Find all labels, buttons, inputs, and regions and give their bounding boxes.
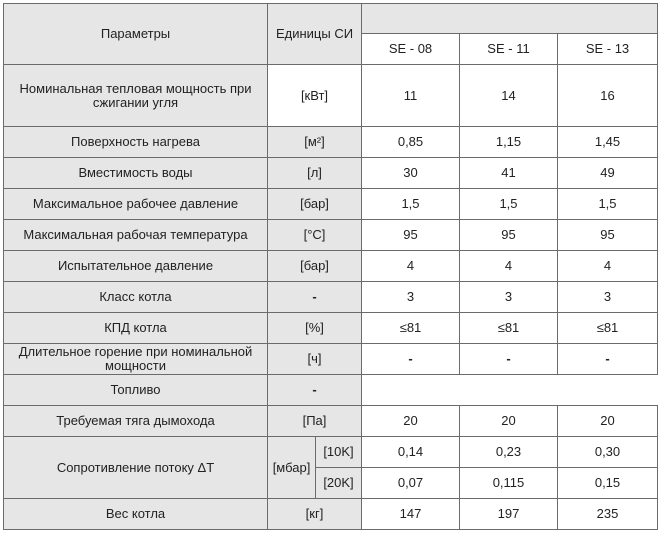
- param-unit: [кВт]: [268, 65, 362, 127]
- param-name: Номинальная тепловая мощность при сжигании угля: [4, 65, 268, 127]
- value-se13: 16: [558, 65, 658, 127]
- value-se11: 14: [460, 65, 558, 127]
- param-name: Сопротивление потоку ΔT: [4, 437, 268, 499]
- specs-table: [3, 3, 658, 530]
- value-se13: 1,5: [558, 189, 658, 220]
- value-se11: 3: [460, 282, 558, 313]
- table-row: [4, 65, 658, 127]
- value-se08: 4: [362, 251, 460, 282]
- param-name: КПД котла: [4, 313, 268, 344]
- param-name: Максимальное рабочее давление: [4, 189, 268, 220]
- table-row: [4, 499, 658, 530]
- param-unit: [кг]: [268, 499, 362, 530]
- param-name: Класс котла: [4, 282, 268, 313]
- table-row: [4, 406, 658, 437]
- param-unit: [м²]: [268, 127, 362, 158]
- param-unit: [бар]: [268, 189, 362, 220]
- value-se13: 0,30: [558, 437, 658, 468]
- value-se13: 3: [558, 282, 658, 313]
- value-se08: 3: [362, 282, 460, 313]
- value-se13: -: [558, 344, 658, 375]
- param-unit: [л]: [268, 158, 362, 189]
- param-name: Поверхность нагрева: [4, 127, 268, 158]
- table-row: [4, 282, 658, 313]
- value-se13: 1,45: [558, 127, 658, 158]
- header-params: Параметры: [4, 4, 268, 65]
- value-se13: 95: [558, 220, 658, 251]
- value-se11: 41: [460, 158, 558, 189]
- value-se11: 20: [460, 406, 558, 437]
- value-se13: ≤81: [558, 313, 658, 344]
- value-se08: 30: [362, 158, 460, 189]
- fuel-blank: [362, 375, 658, 406]
- table-row: [4, 375, 658, 406]
- value-se08: 95: [362, 220, 460, 251]
- table-row: [4, 344, 658, 375]
- table-row: [4, 158, 658, 189]
- value-se11: ≤81: [460, 313, 558, 344]
- param-unit: [°C]: [268, 220, 362, 251]
- param-name: Максимальная рабочая температура: [4, 220, 268, 251]
- value-se08: 1,5: [362, 189, 460, 220]
- param-name: Вместимость воды: [4, 158, 268, 189]
- value-se08: 0,14: [362, 437, 460, 468]
- value-se11: 0,115: [460, 468, 558, 499]
- value-se08: -: [362, 344, 460, 375]
- param-unit: [мбар]: [268, 437, 316, 499]
- model-se13: SE - 13: [558, 34, 658, 65]
- sub-label-10k: [10K]: [316, 437, 362, 468]
- param-unit: [Па]: [268, 406, 362, 437]
- sub-label-20k: [20K]: [316, 468, 362, 499]
- value-se11: 4: [460, 251, 558, 282]
- param-unit: [бар]: [268, 251, 362, 282]
- header-blank: [362, 4, 658, 34]
- param-unit: [%]: [268, 313, 362, 344]
- table-row: [4, 220, 658, 251]
- model-se11: SE - 11: [460, 34, 558, 65]
- value-se08: 11: [362, 65, 460, 127]
- model-se08: SE - 08: [362, 34, 460, 65]
- table-row: [4, 189, 658, 220]
- param-unit: [ч]: [268, 344, 362, 375]
- param-name: Длительное горение при номинальной мощности: [4, 344, 268, 375]
- table-row: [4, 127, 658, 158]
- table-row: [4, 251, 658, 282]
- param-unit: -: [268, 375, 362, 406]
- value-se11: 0,23: [460, 437, 558, 468]
- table-row: [4, 437, 658, 468]
- value-se13: 0,15: [558, 468, 658, 499]
- value-se11: 1,5: [460, 189, 558, 220]
- value-se08: 147: [362, 499, 460, 530]
- param-unit: -: [268, 282, 362, 313]
- value-se13: 235: [558, 499, 658, 530]
- value-se08: 0,85: [362, 127, 460, 158]
- value-se08: 0,07: [362, 468, 460, 499]
- value-se11: 95: [460, 220, 558, 251]
- header-units: Единицы СИ: [268, 4, 362, 65]
- param-name: Топливо: [4, 375, 268, 406]
- value-se13: 49: [558, 158, 658, 189]
- table-row: [4, 313, 658, 344]
- value-se08: 20: [362, 406, 460, 437]
- param-name: Испытательное давление: [4, 251, 268, 282]
- param-name: Требуемая тяга дымохода: [4, 406, 268, 437]
- param-name: Вес котла: [4, 499, 268, 530]
- value-se11: 197: [460, 499, 558, 530]
- value-se11: -: [460, 344, 558, 375]
- value-se08: ≤81: [362, 313, 460, 344]
- value-se11: 1,15: [460, 127, 558, 158]
- value-se13: 4: [558, 251, 658, 282]
- value-se13: 20: [558, 406, 658, 437]
